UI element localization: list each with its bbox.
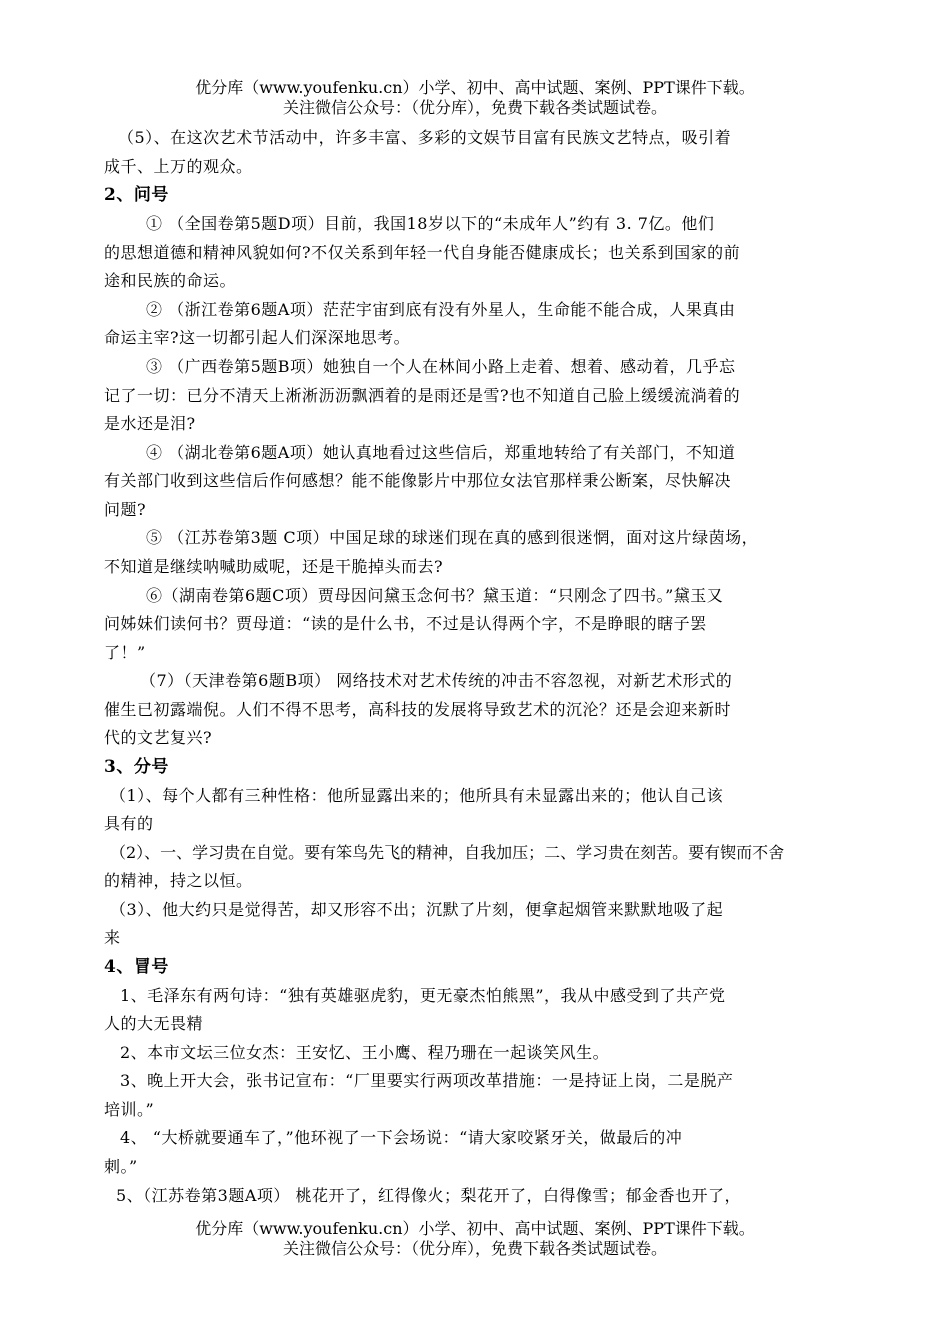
paragraph-line: 人的大无畏精 xyxy=(104,1014,204,1033)
section-heading: 3、分号 xyxy=(104,757,169,777)
paragraph-line: 问姊妹们读何书？贾母道：“读的是什么书，不过是认得两个字，不是睁眼的瞎子罢 xyxy=(104,614,707,633)
paragraph-line: ⑤ （江苏卷第3题 C项）中国足球的球迷们现在真的感到很迷惘，面对这片绿茵场， xyxy=(146,528,759,547)
paragraph-line: 成千、上万的观众。 xyxy=(104,157,253,176)
paragraph-line: （1）、每个人都有三种性格：他所显露出来的；他所具有未显露出来的；他认自己该 xyxy=(110,786,724,805)
paragraph-line: 培训。” xyxy=(104,1100,155,1119)
paragraph-line: 了！” xyxy=(104,643,146,662)
footer-line-2: 关注微信公众号：（优分库），免费下载各类试题试卷。 xyxy=(282,1239,667,1258)
paragraph-line: 有关部门收到这些信后作何感想？能不能像影片中那位女法官那样秉公断案，尽快解决 xyxy=(104,471,732,490)
paragraph-line: 代的文艺复兴? xyxy=(104,728,213,747)
paragraph-line: 2、本市文坛三位女杰：王安忆、王小鹰、程乃珊在一起谈笑风生。 xyxy=(120,1043,610,1062)
footer-line-1: 优分库（www.youfenku.cn）小学、初中、高中试题、案例、PPT课件下载。 xyxy=(195,1219,755,1238)
paragraph-line: （3）、他大约只是觉得苦，却又形容不出；沉默了片刻，便拿起烟管来默默地吸了起 xyxy=(110,900,724,919)
paragraph-line: ② （浙江卷第6题A项）茫茫宇宙到底有没有外星人，生命能不能合成，人果真由 xyxy=(146,300,736,319)
paragraph-line: 记了一切：已分不清天上淅淅沥沥飘洒着的是雨还是雪?也不知道自己脸上缓缓流淌着的 xyxy=(104,386,741,405)
paragraph-line: （5）、在这次艺术节活动中，许多丰富、多彩的文娱节目富有民族文艺特点，吸引着 xyxy=(118,128,732,147)
paragraph-line: 命运主宰?这一切都引起人们深深地思考。 xyxy=(104,328,411,347)
paragraph-line: ① （全国卷第5题D项）目前，我国18岁以下的“未成年人”约有 3. 7亿。他们 xyxy=(146,214,715,233)
paragraph-line: 途和民族的命运。 xyxy=(104,271,237,290)
header-line-2: 关注微信公众号：（优分库），免费下载各类试题试卷。 xyxy=(282,98,667,117)
paragraph-line: （7）（天津卷第6题B项） 网络技术对艺术传统的冲击不容忽视，对新艺术形式的 xyxy=(140,671,733,690)
paragraph-line: 催生已初露端倪。人们不得不思考，高科技的发展将导致艺术的沉沦？还是会迎来新时 xyxy=(104,700,732,719)
paragraph-line: ④ （湖北卷第6题A项）她认真地看过这些信后，郑重地转给了有关部门，不知道 xyxy=(146,443,736,462)
paragraph-line: 刺。” xyxy=(104,1157,138,1176)
paragraph-line: 问题? xyxy=(104,500,147,519)
section-heading: 2、问号 xyxy=(104,185,169,205)
paragraph-line: ③ （广西卷第5题B项）她独自一个人在林间小路上走着、想着、感动着，几乎忘 xyxy=(146,357,736,376)
page-header xyxy=(0,78,950,118)
paragraph-line: 1、毛泽东有两句诗：“独有英雄驱虎豹，更无豪杰怕熊黑”，我从中感受到了共产党 xyxy=(120,986,726,1005)
paragraph-line: 的思想道德和精神风貌如何?不仅关系到年轻一代自身能否健康成长；也关系到国家的前 xyxy=(104,243,741,262)
section-heading: 4、冒号 xyxy=(104,957,169,977)
paragraph-line: 是水还是泪? xyxy=(104,414,196,433)
header-line-1: 优分库（www.youfenku.cn）小学、初中、高中试题、案例、PPT课件下载。 xyxy=(195,78,755,97)
paragraph-line: 3、晚上开大会，张书记宣布：“厂里要实行两项改革措施：一是持证上岗，二是脱产 xyxy=(120,1071,734,1090)
paragraph-line: 来 xyxy=(104,928,121,947)
paragraph-line: 5、（江苏卷第3题A项） 桃花开了，红得像火；梨花开了，白得像雪；郁金香也开了， xyxy=(116,1186,742,1205)
paragraph-line: 4、 “大桥就要通车了，”他环视了一下会场说：“请大家咬紧牙关，做最后的冲 xyxy=(120,1128,683,1147)
paragraph-line: 不知道是继续呐喊助威呢，还是干脆掉头而去? xyxy=(104,557,444,576)
paragraph-line: 具有的 xyxy=(104,814,154,833)
paragraph-line: ⑥（湖南卷第6题C项）贾母因问黛玉念何书？黛玉道：“只刚念了四书。”黛玉又 xyxy=(146,586,724,605)
paragraph-line: 的精神，持之以恒。 xyxy=(104,871,253,890)
page-footer xyxy=(0,1219,950,1259)
paragraph-line: （2）、一、学习贵在自觉。要有笨鸟先飞的精神，自我加压；二、学习贵在刻苦。要有锲而不舍 xyxy=(110,843,785,862)
